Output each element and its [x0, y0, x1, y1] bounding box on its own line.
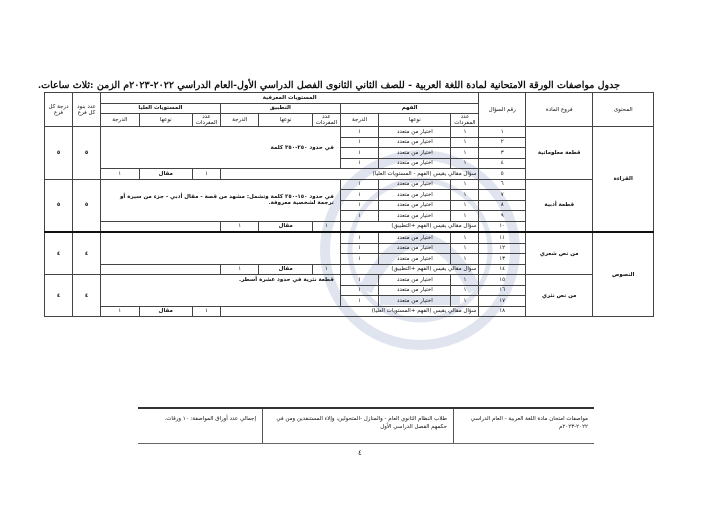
essay-type: مقال	[259, 264, 313, 275]
question-number: ١٣	[479, 254, 526, 265]
question-type: اختيار من متعدد	[379, 296, 451, 307]
header-type: نوعها	[259, 114, 313, 127]
passage-description: في حدود ١٥٠-٢٥٠ كلمة وتشمل: مشهد من قصة - مقال أدبي - جزء من سيرة أو ترجمة لشخصية معروفة.	[101, 179, 341, 221]
header-application: التطبيق	[220, 103, 340, 114]
footer-exam-spec: مواصفات امتحان مادة اللغة العربية - العام الدراسي ٢٠٢٢-٢٠٢٣م	[453, 409, 594, 443]
question-grade: ١	[340, 296, 378, 307]
header-items-count: عدد المفردات	[193, 114, 221, 127]
question-grade: ١	[340, 137, 378, 148]
header-grade: الدرجة	[340, 114, 378, 127]
header-items-count: عدد المفردات	[451, 114, 479, 127]
page-footer	[138, 407, 594, 444]
items-count: ١	[451, 254, 479, 265]
essay-grade: ١	[101, 169, 140, 180]
essay-question-number: ١٨	[479, 306, 526, 317]
essay-type: مقال	[139, 169, 193, 180]
items-count: ١	[451, 296, 479, 307]
empty-cell	[101, 221, 221, 232]
empty-cell	[101, 264, 221, 275]
branch-items: ٤	[73, 232, 101, 275]
essay-question-text: سؤال مقالي يقيس (الفهم - المستويات العليا)	[220, 169, 478, 180]
question-type: اختيار من متعدد	[379, 148, 451, 159]
items-count: ١	[451, 137, 479, 148]
header-understanding: الفهم	[340, 103, 479, 114]
branch-name: قطعة معلوماتية	[525, 127, 593, 180]
essay-question-text: سؤال مقالي يقيس (الفهم +المستويات العليا)	[220, 306, 478, 317]
items-count: ١	[451, 179, 479, 190]
essay-grade: ١	[220, 264, 258, 275]
question-number: ٤	[479, 158, 526, 169]
question-grade: ١	[340, 200, 378, 211]
question-number: ٣	[479, 148, 526, 159]
question-grade: ١	[340, 148, 378, 159]
question-number: ١٧	[479, 296, 526, 307]
essay-question-text: سؤال مقالي يقيس (الفهم +التطبيق)	[340, 221, 479, 232]
question-type: اختيار من متعدد	[379, 211, 451, 222]
page-number: ٤	[358, 449, 362, 457]
branch-items: ٥	[73, 179, 101, 232]
header-question-no: رقم السؤال	[479, 93, 526, 127]
items-count: ١	[451, 190, 479, 201]
essay-items-count: ١	[193, 306, 221, 317]
question-number: ١١	[479, 232, 526, 243]
branch-grade: ٤	[45, 275, 73, 317]
branch-name: من نص نثري	[525, 275, 593, 317]
question-type: اختيار من متعدد	[379, 275, 451, 286]
question-number: ١	[479, 127, 526, 138]
question-grade: ١	[340, 158, 378, 169]
question-grade: ١	[340, 211, 378, 222]
question-type: اختيار من متعدد	[379, 137, 451, 148]
items-count: ١	[451, 285, 479, 296]
question-type: اختيار من متعدد	[379, 285, 451, 296]
question-number: ٢	[479, 137, 526, 148]
question-grade: ١	[340, 254, 378, 265]
question-type: اختيار من متعدد	[379, 179, 451, 190]
header-grade: الدرجة	[101, 114, 140, 127]
essay-items-count: ١	[193, 169, 221, 180]
passage-description: في حدود ٢٥٠-٣٥٠ كلمة	[101, 127, 341, 169]
branch-items: ٤	[73, 275, 101, 317]
branch-grade: ٥	[45, 127, 73, 180]
items-count: ١	[451, 148, 479, 159]
items-count: ١	[451, 158, 479, 169]
header-type: نوعها	[379, 114, 451, 127]
question-type: اختيار من متعدد	[379, 127, 451, 138]
question-number: ٩	[479, 211, 526, 222]
branch-grade: ٤	[45, 232, 73, 275]
items-count: ١	[451, 127, 479, 138]
question-grade: ١	[340, 179, 378, 190]
question-number: ٧	[479, 190, 526, 201]
essay-type: مقال	[259, 221, 313, 232]
branch-name: قطعة أدبية	[525, 179, 593, 232]
items-count: ١	[451, 275, 479, 286]
question-type: اختيار من متعدد	[379, 190, 451, 201]
question-number: ١٥	[479, 275, 526, 286]
document-title: جدول مواصفات الورقة الامتحانية لمادة اللغة العربية - للصف الثاني الثانوى الفصل الدراسي الأول-العام الدراسي ٢٠٢٢-٢٠٢٣م الزمن :ثلاث ساعات.	[37, 80, 620, 91]
essay-type: مقال	[139, 306, 193, 317]
header-content: المحتوى	[593, 93, 654, 127]
header-higher-levels: المستويات العليا	[101, 103, 221, 114]
question-grade: ١	[340, 243, 378, 254]
essay-items-count: ١	[312, 264, 340, 275]
footer-total-pages: إجمالي عدد أوراق المواصفة: ١٠ ورقات.	[164, 416, 256, 422]
footer-target-students: طلاب النظام الثانوي العام - والمنازل -المتحولين، وإلاء المستنفدين ومن في حكمهم الفصل الدراسي الأول	[262, 409, 453, 443]
question-number: ١٢	[479, 243, 526, 254]
header-branches: فروع المادة	[525, 93, 593, 127]
question-type: اختيار من متعدد	[379, 232, 451, 243]
question-number: ٨	[479, 200, 526, 211]
essay-items-count: ١	[312, 221, 340, 232]
header-items-count: عدد المفردات	[312, 114, 340, 127]
items-count: ١	[451, 211, 479, 222]
header-branch-grade: درجة كل فرع	[45, 93, 73, 127]
essay-question-number: ٥	[479, 169, 526, 180]
specification-table	[44, 92, 654, 317]
items-count: ١	[451, 232, 479, 243]
question-type: اختيار من متعدد	[379, 243, 451, 254]
essay-question-number: ١٠	[479, 221, 526, 232]
question-grade: ١	[340, 285, 378, 296]
essay-question-number: ١٤	[479, 264, 526, 275]
header-type: نوعها	[139, 114, 193, 127]
essay-question-text: سؤال مقالي يقيس (الفهم +التطبيق)	[340, 264, 479, 275]
question-number: ٦	[479, 179, 526, 190]
branch-items: ٥	[73, 127, 101, 180]
branch-grade: ٥	[45, 179, 73, 232]
passage-description: قطعة نثرية في حدود عشرة أسطر.	[101, 275, 341, 307]
header-knowledge-levels: المستويات المعرفية	[101, 93, 479, 104]
question-number: ١٦	[479, 285, 526, 296]
section-name: النصوص	[593, 232, 654, 317]
question-type: اختيار من متعدد	[379, 200, 451, 211]
question-grade: ١	[340, 190, 378, 201]
items-count: ١	[451, 200, 479, 211]
items-count: ١	[451, 243, 479, 254]
question-grade: ١	[340, 275, 378, 286]
question-grade: ١	[340, 127, 378, 138]
header-branch-items: عدد بنود كل فرع	[73, 93, 101, 127]
branch-name: من نص شعري	[525, 232, 593, 275]
passage-description	[101, 232, 341, 264]
question-type: اختيار من متعدد	[379, 158, 451, 169]
question-type: اختيار من متعدد	[379, 254, 451, 265]
header-grade: الدرجة	[220, 114, 258, 127]
section-name: القراءة	[593, 127, 654, 233]
essay-grade: ١	[220, 221, 258, 232]
question-grade: ١	[340, 232, 378, 243]
essay-grade: ١	[101, 306, 140, 317]
